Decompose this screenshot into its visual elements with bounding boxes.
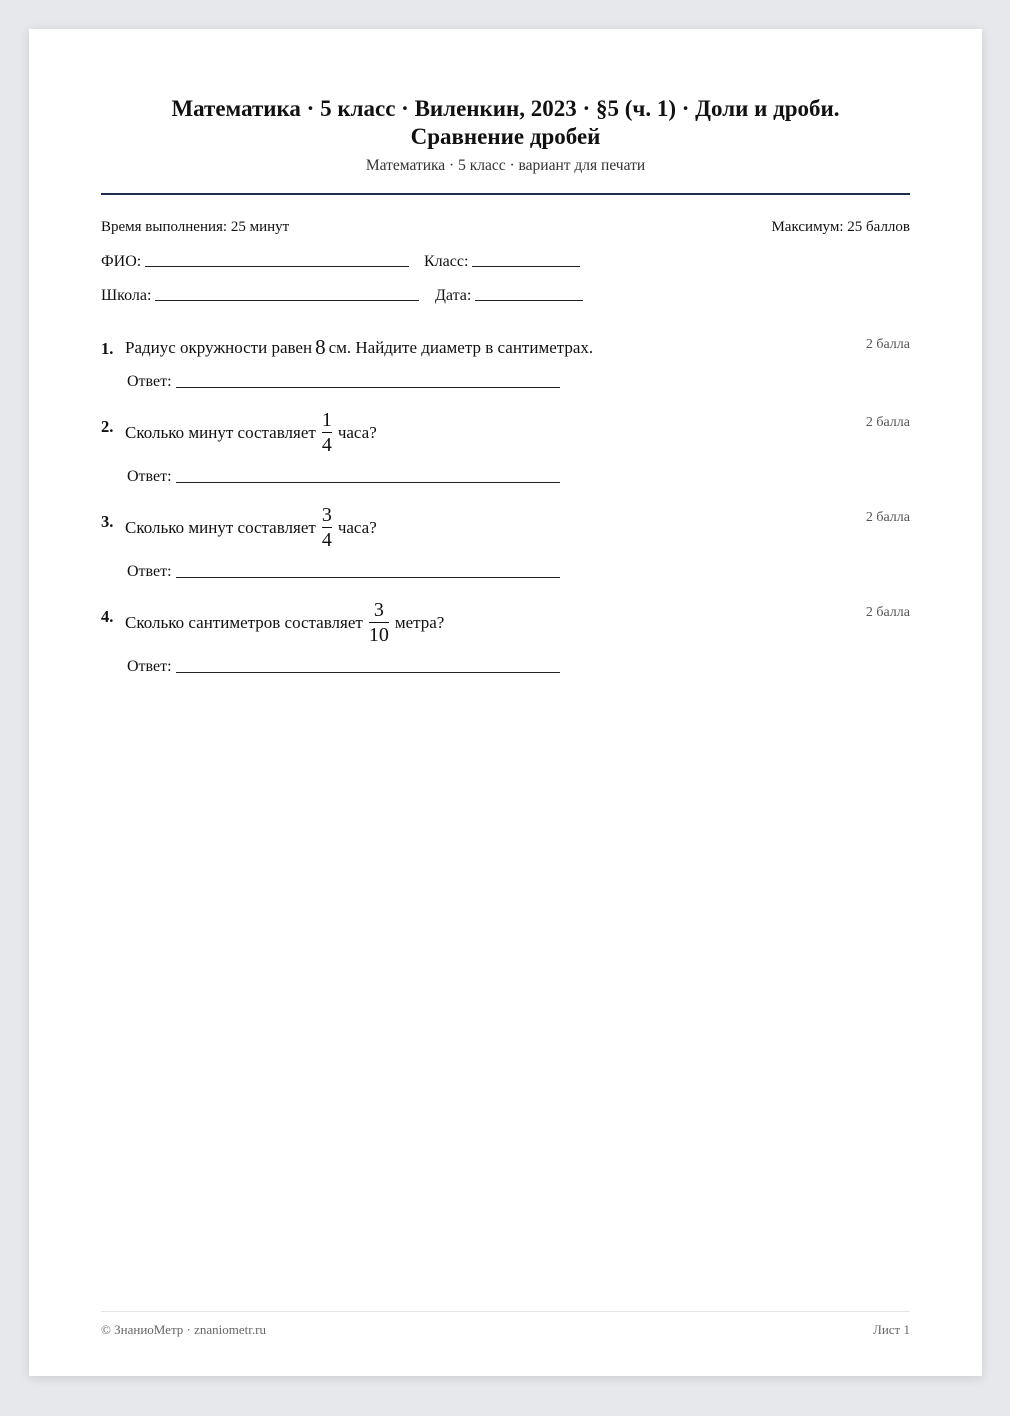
question-4	[101, 599, 910, 679]
school-field[interactable]	[101, 287, 419, 305]
footer-page-number: Лист 1	[873, 1322, 910, 1337]
title-line-1: Математика · 5 класс · Виленкин, 2023 · §5 (ч. 1) · Доли и дроби.	[171, 96, 840, 121]
question-points: 2 балла	[865, 605, 910, 620]
question-number: 1.	[101, 339, 114, 358]
question-text-before: Сколько минут составляет	[125, 517, 316, 537]
date-line[interactable]	[475, 299, 583, 301]
question-value: 8	[315, 335, 326, 359]
class-line[interactable]	[472, 265, 580, 267]
fraction-denominator: 10	[368, 624, 389, 646]
fraction	[322, 409, 332, 456]
answer-line[interactable]	[176, 672, 560, 673]
question-text	[125, 335, 593, 360]
answer-label: Ответ:	[127, 373, 172, 390]
question-text-before: Сколько сантиметров составляет	[125, 612, 363, 632]
question-text-after: метра?	[394, 612, 445, 632]
fraction-denominator: 4	[321, 529, 332, 551]
fraction-bar	[322, 432, 332, 433]
question-points: 2 балла	[865, 415, 910, 430]
class-field[interactable]	[424, 253, 580, 271]
question-1	[101, 335, 910, 395]
fio-line[interactable]	[145, 265, 409, 267]
footer-divider	[101, 1311, 910, 1312]
answer-field[interactable]	[127, 468, 560, 486]
max-score: Максимум: 25 баллов	[771, 219, 910, 235]
worksheet-page	[29, 29, 982, 1376]
answer-label: Ответ:	[127, 658, 172, 675]
fraction-denominator: 4	[321, 434, 332, 456]
answer-field[interactable]	[127, 563, 560, 581]
answer-field[interactable]	[127, 373, 560, 391]
question-number: 3.	[101, 512, 114, 531]
question-text-after: см. Найдите диаметр в сантиметрах.	[328, 337, 594, 357]
page-subtitle: Математика · 5 класс · вариант для печати	[365, 157, 646, 174]
question-text	[125, 599, 444, 646]
school-line[interactable]	[155, 299, 419, 301]
fraction-bar	[322, 527, 332, 528]
class-label: Класс:	[424, 253, 469, 270]
school-label: Школа:	[101, 287, 152, 304]
time-limit: Время выполнения: 25 минут	[101, 219, 290, 235]
title-line-2: Сравнение дробей	[410, 124, 601, 149]
fraction-bar	[369, 622, 389, 623]
question-2	[101, 409, 910, 489]
answer-line[interactable]	[176, 387, 560, 388]
question-3	[101, 504, 910, 584]
footer-copyright: © ЗнаниоМетр · znaniometr.ru	[101, 1322, 266, 1337]
question-text-before: Радиус окружности равен	[125, 337, 313, 357]
question-text	[125, 504, 377, 551]
question-number: 4.	[101, 607, 114, 626]
date-field[interactable]	[435, 287, 583, 305]
question-text-after: часа?	[337, 517, 377, 537]
question-text	[125, 409, 377, 456]
question-points: 2 балла	[865, 510, 910, 525]
answer-label: Ответ:	[127, 468, 172, 485]
answer-label: Ответ:	[127, 563, 172, 580]
fraction-numerator: 1	[321, 409, 332, 431]
answer-line[interactable]	[176, 482, 560, 483]
question-number: 2.	[101, 417, 114, 436]
fio-label: ФИО:	[101, 253, 142, 270]
question-text-before: Сколько минут составляет	[125, 422, 316, 442]
fio-field[interactable]	[101, 253, 409, 271]
fraction	[322, 504, 332, 551]
page-title	[101, 95, 910, 151]
answer-line[interactable]	[176, 577, 560, 578]
question-text-after: часа?	[337, 422, 377, 442]
date-label: Дата:	[435, 287, 472, 304]
fraction-numerator: 3	[373, 599, 384, 621]
fraction-numerator: 3	[321, 504, 332, 526]
header-divider	[101, 193, 910, 195]
fraction	[369, 599, 389, 646]
question-points: 2 балла	[865, 337, 910, 352]
answer-field[interactable]	[127, 658, 560, 676]
